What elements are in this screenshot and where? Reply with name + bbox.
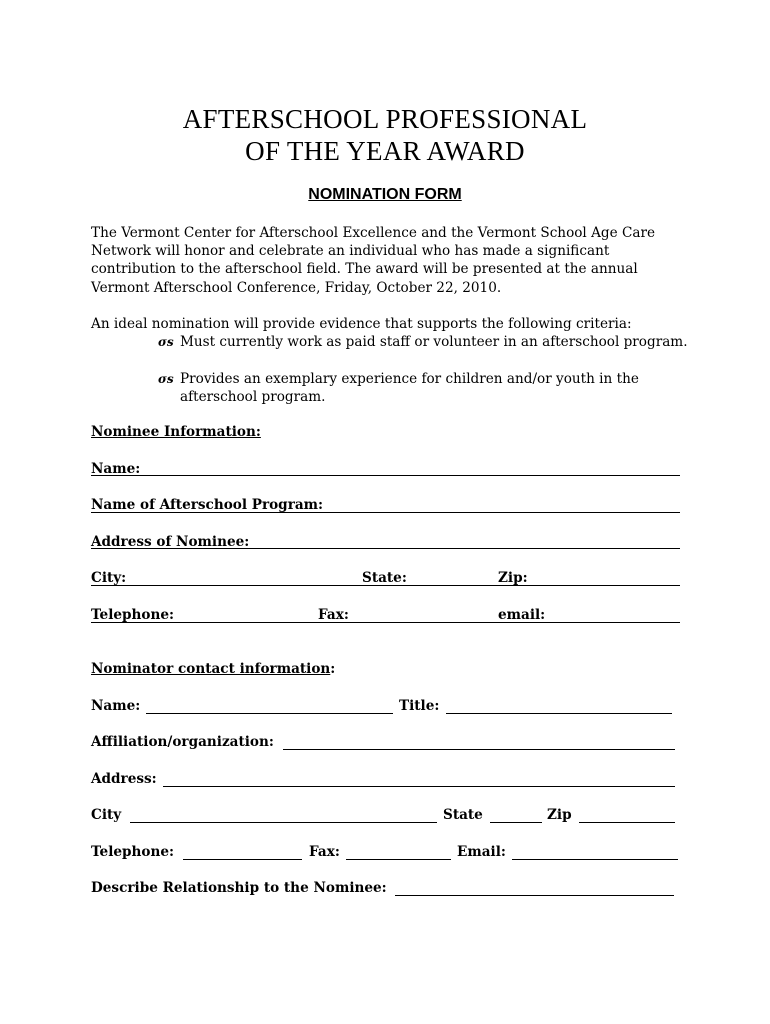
nominee-state-label: State:: [362, 570, 407, 586]
nominator-state-label: State: [443, 807, 483, 823]
criteria-text: Must currently work as paid staff or volunteer in an afterschool program.: [180, 334, 688, 350]
nominator-section-heading: [91, 660, 335, 678]
nominator-email-label: Email:: [457, 844, 506, 860]
nominee-program-field[interactable]: [91, 512, 680, 513]
nominee-zip-label: Zip:: [498, 570, 528, 586]
nominee-address-label: Address of Nominee:: [91, 534, 250, 550]
nominee-fax-label: Fax:: [318, 607, 349, 623]
nominee-phone-fax-email-field[interactable]: [91, 622, 680, 623]
nominator-title-field[interactable]: [446, 713, 672, 714]
nominator-city-label: City: [91, 807, 122, 823]
relationship-field[interactable]: [395, 895, 674, 896]
nominator-zip-field[interactable]: [579, 822, 675, 823]
nominator-name-field[interactable]: [146, 713, 393, 714]
nominee-name-label: Name:: [91, 461, 141, 477]
criteria-item: [158, 333, 688, 351]
nominee-city-state-zip-field[interactable]: [91, 585, 680, 586]
nominee-name-field[interactable]: [91, 475, 680, 476]
nominee-address-field[interactable]: [91, 548, 680, 549]
nominator-fax-label: Fax:: [309, 844, 340, 860]
nominator-email-field[interactable]: [512, 859, 678, 860]
criteria-intro: An ideal nomination will provide evidence that supports the following criteria:: [91, 316, 632, 332]
award-title-line-1: AFTERSCHOOL PROFESSIONAL: [182, 104, 588, 134]
nominator-fax-field[interactable]: [346, 859, 451, 860]
nominator-affiliation-label: Affiliation/organization:: [91, 734, 274, 750]
nominee-telephone-label: Telephone:: [91, 607, 175, 623]
nominator-telephone-label: Telephone:: [91, 844, 175, 860]
nominator-heading-text: Nominator contact information: [91, 661, 331, 677]
nominator-title-label: Title:: [399, 698, 440, 714]
bullet-icon: σѕ: [158, 335, 174, 349]
bullet-icon: σѕ: [158, 372, 174, 386]
form-subtitle: NOMINATION FORM: [308, 186, 462, 203]
nominee-section-heading: Nominee Information:: [91, 424, 261, 440]
award-title-line-2: OF THE YEAR AWARD: [245, 136, 525, 166]
nominator-city-field[interactable]: [130, 822, 437, 823]
nominator-affiliation-field[interactable]: [283, 749, 675, 750]
criteria-item: [158, 370, 688, 406]
relationship-label: Describe Relationship to the Nominee:: [91, 880, 387, 896]
intro-paragraph: The Vermont Center for Afterschool Excellence and the Vermont School Age Care Network will honor and celebrate an individual who has made a significant contribution to the afterschool field. The award will be presented at the annual Vermont Afterschool Conference, Friday, October 22, 2010.: [91, 225, 656, 296]
nominee-email-label: email:: [498, 607, 546, 623]
criteria-text: Provides an exemplary experience for children and/or youth in the afterschool program.: [180, 371, 639, 406]
nominator-address-label: Address:: [91, 771, 157, 787]
nominator-address-field[interactable]: [163, 786, 675, 787]
nominator-telephone-field[interactable]: [183, 859, 302, 860]
nominator-state-field[interactable]: [490, 822, 542, 823]
nominee-program-label: Name of Afterschool Program:: [91, 497, 324, 513]
nominator-name-label: Name:: [91, 698, 141, 714]
nominee-city-label: City:: [91, 570, 127, 586]
nominator-zip-label: Zip: [547, 807, 572, 823]
nominator-heading-colon: :: [330, 661, 336, 677]
